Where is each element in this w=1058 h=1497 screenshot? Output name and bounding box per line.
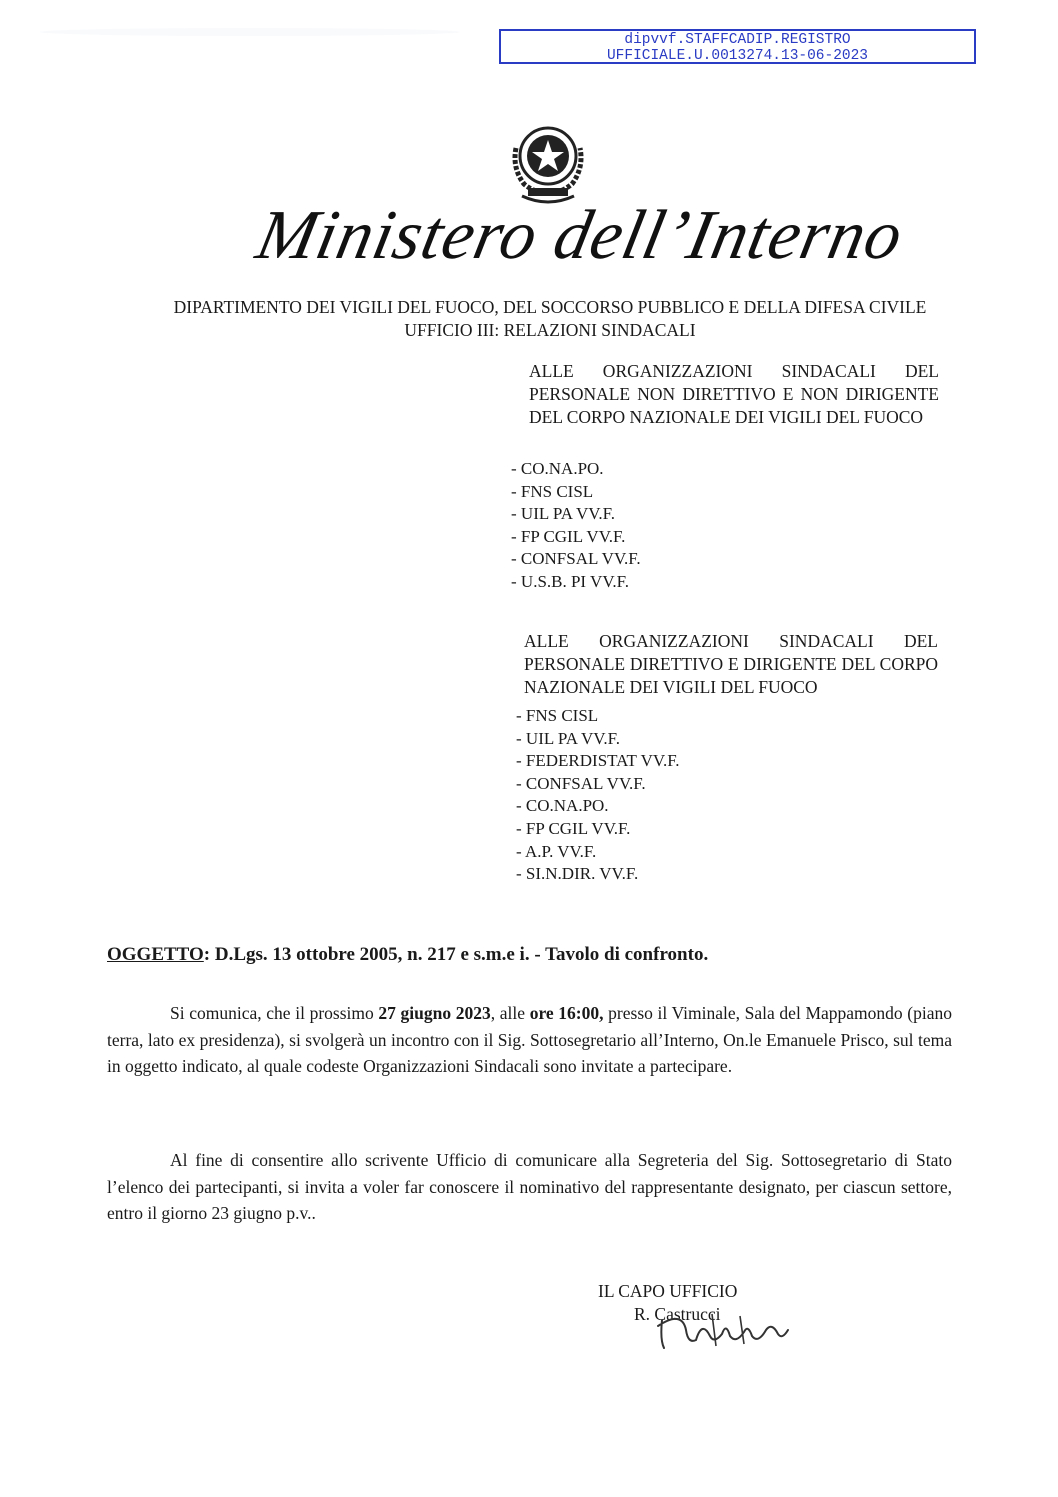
list-item: - FNS CISL: [516, 706, 599, 725]
list-item: - CO.NA.PO.: [511, 459, 604, 478]
body-text: , alle: [490, 1003, 530, 1023]
list-item: - UIL PA VV.F.: [511, 504, 615, 524]
meeting-date: 27 giugno 2023: [378, 1003, 491, 1023]
italian-republic-emblem-icon: [506, 118, 590, 204]
recipient-list-2: [516, 705, 680, 886]
ministry-title: Ministero dell’Interno: [250, 197, 911, 274]
list-item: - FP CGIL VV.F.: [511, 526, 626, 546]
subject-text: : D.Lgs. 13 ottobre 2005, n. 217 e s.m.e i. - Tavolo di confronto.: [203, 944, 709, 965]
list-item: - FP CGIL VV.F.: [516, 818, 631, 838]
list-item: - CONFSAL VV.F.: [511, 549, 641, 569]
body-text: Si comunica, che il prossimo: [170, 1003, 379, 1023]
body-paragraph-1: [107, 1000, 952, 1080]
list-item: - A.P. VV.F.: [516, 841, 597, 861]
body-text: presso il Viminale, Sala del Mappamondo (piano terra, lato ex presidenza), si svolgerà un incontro con il Sig. Sottosegretario all’Interno, On.le Emanuele Prisco, sul tema in oggetto indicato, al quale codeste Organizzazioni Sindacali sono invitate a partecipare.: [107, 1003, 953, 1076]
department-header: [100, 296, 1000, 342]
protocol-stamp: [499, 29, 976, 64]
list-item: - CONFSAL VV.F.: [516, 773, 646, 793]
list-item: - U.S.B. PI VV.F.: [511, 571, 629, 591]
handwritten-signature-icon: [652, 1300, 792, 1360]
recipient-heading-2: ALLE ORGANIZZAZIONI SINDACALI DEL PERSONALE DIRETTIVO E DIRIGENTE DEL CORPO NAZIONALE DEI VIGILI DEL FUOCO: [524, 631, 938, 697]
recipient-heading-1: ALLE ORGANIZZAZIONI SINDACALI DEL PERSONALE NON DIRETTIVO E NON DIRIGENTE DEL CORPO NAZIONALE DEI VIGILI DEL FUOCO: [529, 361, 939, 427]
body-paragraph-2: Al fine di consentire allo scrivente Ufficio di comunicare alla Segreteria del Sig. Sottosegretario di Stato l’elenco dei partecipanti, si invita a voler far conoscere il nominativo del rappresentante designato, per ciascun settore, entro il giorno 23 giugno p.v..: [107, 1150, 952, 1223]
list-item: - CO.NA.PO.: [516, 796, 609, 816]
department-name: DIPARTIMENTO DEI VIGILI DEL FUOCO, DEL SOCCORSO PUBBLICO E DELLA DIFESA CIVILE: [173, 297, 927, 317]
signer-name: R. Castrucci: [634, 1304, 721, 1324]
office-name: UFFICIO III: RELAZIONI SINDACALI: [404, 320, 696, 340]
list-item: - FEDERDISTAT VV.F.: [516, 751, 680, 771]
recipient-list-1: [511, 458, 641, 594]
subject-label: OGGETTO: [107, 944, 204, 965]
scan-artifact: [40, 28, 460, 36]
list-item: - SI.N.DIR. VV.F.: [516, 864, 639, 884]
meeting-time: ore 16:00,: [529, 1003, 604, 1023]
signer-title: IL CAPO UFFICIO: [598, 1281, 738, 1301]
protocol-line-2: UFFICIALE.U.0013274.13-06-2023: [606, 48, 869, 64]
protocol-line-1: dipvvf.STAFFCADIP.REGISTRO: [624, 32, 851, 48]
list-item: - UIL PA VV.F.: [516, 728, 620, 748]
list-item: - FNS CISL: [511, 481, 594, 501]
subject-line: [107, 942, 708, 968]
